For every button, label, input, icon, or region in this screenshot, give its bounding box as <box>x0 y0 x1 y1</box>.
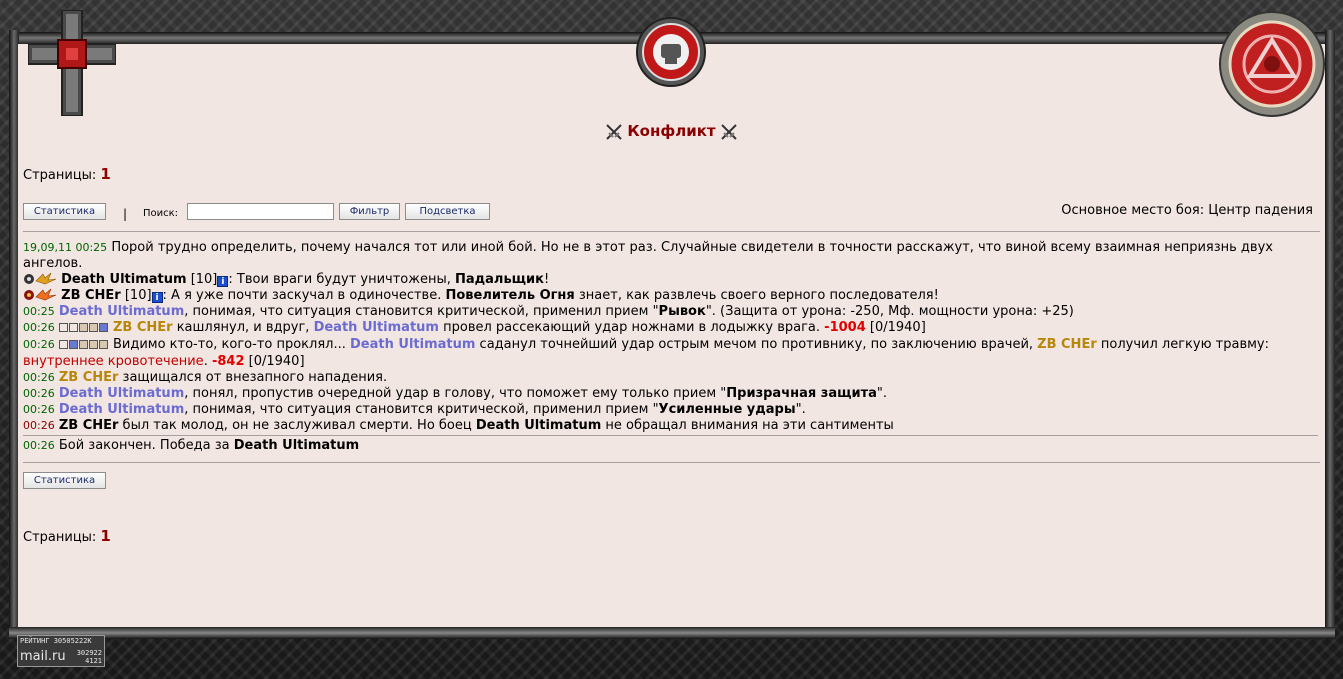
player1-name[interactable]: Death Ultimatum <box>313 320 439 335</box>
log-text: знает, как развлечь своего верного последователя! <box>574 288 939 303</box>
log-line-intro <box>23 240 1318 272</box>
log-line <box>23 418 1318 434</box>
injury-text: внутреннее кровотечение <box>23 354 204 369</box>
log-text: ". <box>795 402 806 417</box>
log-text: ". (Защита от урона: -250, Мф. мощности урона: +25) <box>705 304 1074 319</box>
pages-label: Страницы: <box>23 168 97 183</box>
highlight-button[interactable]: Подсветка <box>405 203 490 220</box>
hp-value: [0/1940] <box>865 320 926 335</box>
log-text: Порой трудно определить, почему начался тот или иной бой. Но не в этот раз. Случайные свидетели в точности расскажут, что виной всему взаимная неприязнь двух ангелов. <box>23 240 1273 271</box>
info-icon[interactable]: i <box>152 292 163 303</box>
log-text: получил легкую травму: <box>1096 337 1269 352</box>
search-label: Поиск: <box>143 208 179 219</box>
player1-name[interactable]: Death Ultimatum <box>58 304 185 319</box>
log-text: ! <box>543 272 550 287</box>
log-line-p1-speech <box>23 272 1318 288</box>
pages-top <box>23 165 111 183</box>
player1-name[interactable]: Death Ultimatum <box>350 337 476 352</box>
damage-value: -1004 <box>824 320 866 335</box>
align-badge-icon <box>23 272 57 286</box>
fist-emblem-icon <box>635 16 707 88</box>
log-text: не обращал внимания на эти сантименты <box>601 418 894 433</box>
player1-name[interactable]: Death Ultimatum <box>58 402 185 417</box>
battle-log <box>23 240 1318 454</box>
log-text: , понимая, что ситуация становится критической, применил прием " <box>184 304 659 319</box>
toolbar <box>23 203 1313 223</box>
rating-number: 4121 <box>85 657 102 665</box>
log-line <box>23 337 1318 370</box>
log-text: ". <box>876 386 887 401</box>
search-input[interactable] <box>187 203 334 220</box>
filter-button[interactable]: Фильтр <box>339 203 400 220</box>
player2-name[interactable]: ZB CHEr <box>58 418 119 433</box>
log-text: : А я уже почти заскучал в одиночестве. <box>162 288 446 303</box>
log-text: Видимо кто-то, кого-то проклял... <box>112 337 351 352</box>
player2-name[interactable]: ZB CHEr <box>61 288 121 303</box>
player1-name[interactable]: Death Ultimatum <box>475 418 602 433</box>
pages-label: Страницы: <box>23 530 97 545</box>
player2-name[interactable]: ZB CHEr <box>1037 337 1097 352</box>
rating-brand: mail.ru <box>20 649 66 664</box>
cross-emblem-icon <box>28 10 116 116</box>
rating-numbers <box>77 649 102 665</box>
player2-level: [10] <box>124 288 152 303</box>
hit-zones-icon <box>59 338 109 354</box>
hp-value: [0/1940] <box>244 354 305 369</box>
winner-name[interactable]: Death Ultimatum <box>233 438 360 453</box>
god-name: Повелитель Огня <box>445 288 575 303</box>
crossed-swords-icon <box>605 123 623 141</box>
log-text: . <box>203 354 212 369</box>
divider <box>23 435 1318 436</box>
log-text: был так молод, он не заслуживал смерти. Но боец <box>118 418 476 433</box>
player1-name[interactable]: Death Ultimatum <box>58 386 185 401</box>
log-line <box>23 370 1318 386</box>
statistics-button-bottom[interactable]: Статистика <box>23 472 106 489</box>
skill-name: Усиленные удары <box>658 402 796 417</box>
pages-bottom <box>23 527 111 545</box>
ring-emblem-icon <box>1218 10 1326 118</box>
divider <box>23 462 1320 463</box>
log-time: 00:26 <box>23 439 55 452</box>
separator: | <box>123 207 128 221</box>
log-text: кашлянул, и вдруг, <box>172 320 314 335</box>
divider <box>23 231 1320 232</box>
log-time: 00:26 <box>23 338 55 351</box>
frame-right <box>1325 30 1335 635</box>
log-line <box>23 402 1318 418</box>
player1-level: [10] <box>190 272 218 287</box>
log-line <box>23 386 1318 402</box>
log-line <box>23 304 1318 320</box>
log-text: , понимая, что ситуация становится критической, применил прием " <box>184 402 659 417</box>
log-text: : Твои враги будут уничтожены, <box>228 272 455 287</box>
skill-name: Рывок <box>658 304 706 319</box>
log-line-end <box>23 438 1318 454</box>
log-time: 00:26 <box>23 387 55 400</box>
log-time: 00:26 <box>23 321 55 334</box>
align-badge-icon <box>23 288 57 302</box>
log-time: 19,09,11 00:25 <box>23 241 108 254</box>
player1-name[interactable]: Death Ultimatum <box>61 272 187 287</box>
page-title <box>18 122 1325 141</box>
page-link[interactable]: 1 <box>100 527 111 545</box>
rating-title: РЕЙТИНГ 30505222К <box>20 637 92 645</box>
skill-name: Призрачная защита <box>726 386 877 401</box>
page-link[interactable]: 1 <box>100 165 111 183</box>
hit-zones-icon <box>59 321 109 337</box>
log-time: 00:26 <box>23 419 55 432</box>
log-text: , понял, пропустив очередной удар в голову, что поможет ему только прием " <box>184 386 727 401</box>
statistics-button[interactable]: Статистика <box>23 203 106 220</box>
log-time: 00:26 <box>23 371 55 384</box>
log-line <box>23 320 1318 337</box>
log-text: провел рассекающий удар ножнами в лодыжку врага. <box>438 320 825 335</box>
crossed-swords-icon <box>720 123 738 141</box>
rating-counter[interactable] <box>17 635 105 667</box>
title-text: Конфликт <box>627 122 716 140</box>
player2-name[interactable]: ZB CHEr <box>58 370 119 385</box>
log-time: 00:25 <box>23 305 55 318</box>
battle-log-panel <box>18 44 1325 628</box>
log-text: защищался от внезапного нападения. <box>118 370 388 385</box>
log-text: саданул точнейший удар острым мечом по противнику, по заключению врачей, <box>475 337 1038 352</box>
log-time: 00:26 <box>23 403 55 416</box>
frame-bottom <box>9 627 1335 639</box>
info-icon[interactable]: i <box>217 276 228 287</box>
damage-value: -842 <box>211 354 245 369</box>
rating-number: 302922 <box>76 649 102 657</box>
log-line-p2-speech <box>23 288 1318 304</box>
player2-name[interactable]: ZB CHEr <box>112 320 173 335</box>
log-text: Бой закончен. Победа за <box>54 438 234 453</box>
battle-place: Основное место боя: Центр падения <box>1061 203 1313 218</box>
god-name: Падальщик <box>455 272 544 287</box>
